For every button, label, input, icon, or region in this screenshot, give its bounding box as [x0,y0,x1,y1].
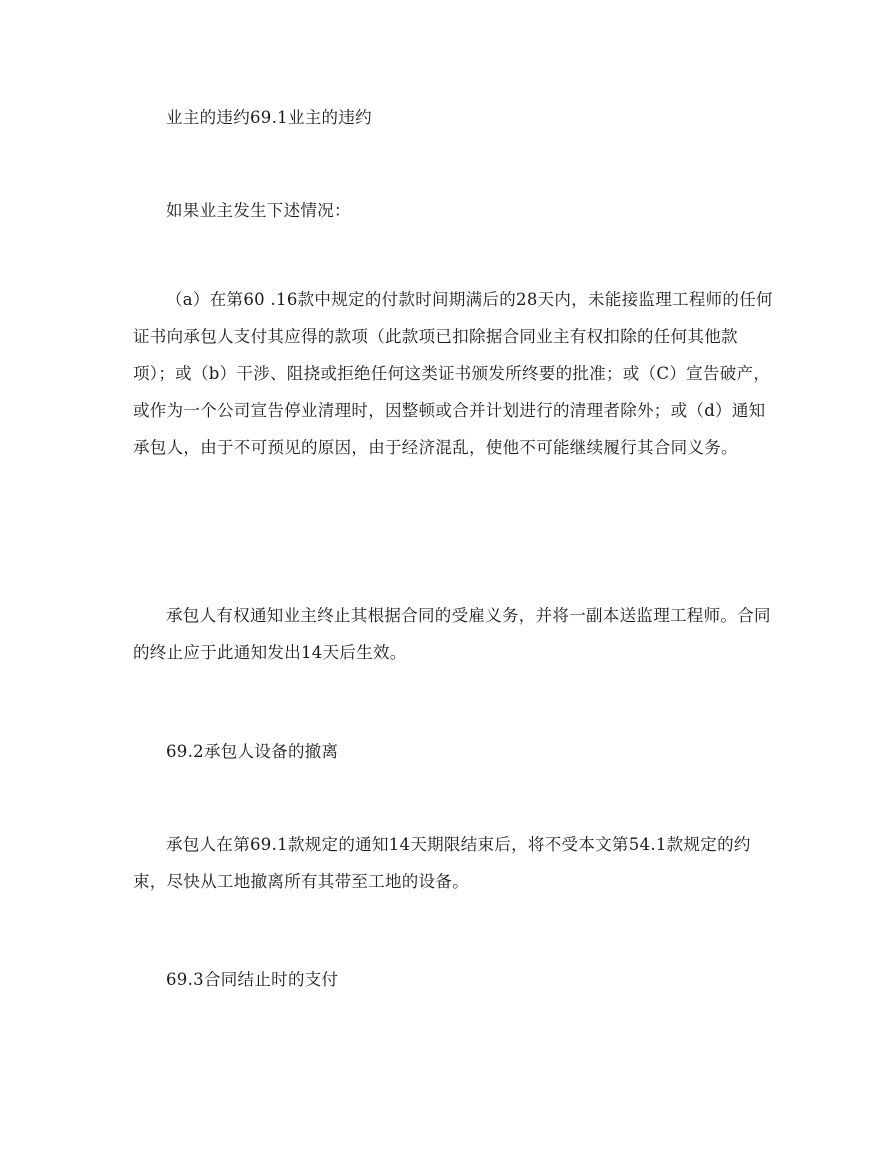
paragraph-removal: 承包人在第69.1款规定的通知14天期限结束后，将不受本文第54.1款规定的约束，尽快从工地撤离所有其带至工地的设备。 [133,835,751,891]
paragraph-termination: 承包人有权通知业主终止其根据合同的受雇义务，并将一副本送监理工程师。合同的终止应于此通知发出14天后生效。 [133,606,771,662]
section-heading-equipment-removal: 69.2承包人设备的撤离 [166,742,339,761]
section-heading-termination-payment: 69.3合同结止时的支付 [166,970,339,989]
paragraph-intro: 如果业主发生下述情况： [166,201,351,220]
paragraph-conditions: （a）在第60 .16款中规定的付款时间期满后的28天内，未能接监理工程师的任何证书向承包人支付其应得的款项（此款项已扣除据合同业主有权扣除的任何其他款项）；或（b）干涉、阻挠或拒绝任何这类证书颁发所终要的批准；或（C）宣告破产，或作为一个公司宣告停业清理时，因整顿或合并计划进行的清理者除外；或（d）通知承包人，由于不可预见的原因，由于经济混乱，使他不可能继续履行其合同义务。 [133,290,773,457]
section-heading-owner-default: 业主的违约69.1业主的违约 [166,108,372,127]
